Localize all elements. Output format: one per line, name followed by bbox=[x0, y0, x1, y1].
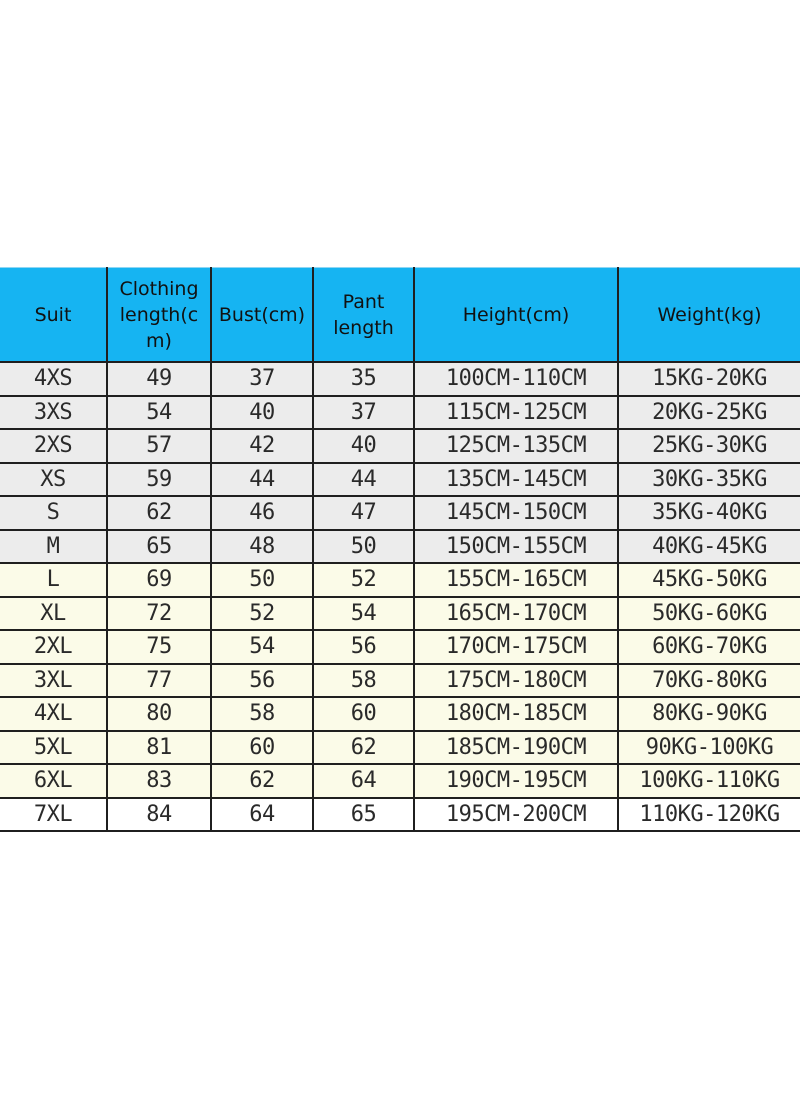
cell-pant-length: 52 bbox=[313, 563, 414, 597]
header-row bbox=[0, 268, 800, 363]
cell-suit-size: XS bbox=[0, 463, 107, 497]
cell-bust: 62 bbox=[211, 764, 313, 798]
cell-bust: 54 bbox=[211, 630, 313, 664]
table-row bbox=[0, 362, 800, 396]
cell-weight-range: 70KG-80KG bbox=[618, 664, 800, 698]
cell-suit-size: 3XL bbox=[0, 664, 107, 698]
cell-height-range: 115CM-125CM bbox=[414, 396, 618, 430]
cell-suit-size: 3XS bbox=[0, 396, 107, 430]
cell-suit-size: L bbox=[0, 563, 107, 597]
header-clothing-length bbox=[107, 268, 211, 363]
cell-height-range: 195CM-200CM bbox=[414, 798, 618, 832]
table-row bbox=[0, 396, 800, 430]
cell-weight-range: 100KG-110KG bbox=[618, 764, 800, 798]
cell-clothing-length: 62 bbox=[107, 496, 211, 530]
cell-clothing-length: 65 bbox=[107, 530, 211, 564]
cell-pant-length: 56 bbox=[313, 630, 414, 664]
cell-bust: 40 bbox=[211, 396, 313, 430]
header-line: Suit bbox=[34, 303, 72, 326]
cell-height-range: 155CM-165CM bbox=[414, 563, 618, 597]
cell-bust: 50 bbox=[211, 563, 313, 597]
table-row bbox=[0, 563, 800, 597]
header-line: m) bbox=[146, 329, 172, 352]
cell-weight-range: 90KG-100KG bbox=[618, 731, 800, 765]
cell-pant-length: 47 bbox=[313, 496, 414, 530]
header-line: Pant bbox=[342, 290, 385, 313]
cell-suit-size: 6XL bbox=[0, 764, 107, 798]
cell-pant-length: 60 bbox=[313, 697, 414, 731]
cell-weight-range: 60KG-70KG bbox=[618, 630, 800, 664]
cell-weight-range: 20KG-25KG bbox=[618, 396, 800, 430]
cell-suit-size: 4XS bbox=[0, 362, 107, 396]
cell-pant-length: 65 bbox=[313, 798, 414, 832]
cell-suit-size: 4XL bbox=[0, 697, 107, 731]
cell-pant-length: 64 bbox=[313, 764, 414, 798]
header-line: length(c bbox=[119, 303, 199, 326]
cell-weight-range: 30KG-35KG bbox=[618, 463, 800, 497]
cell-height-range: 180CM-185CM bbox=[414, 697, 618, 731]
cell-suit-size: 5XL bbox=[0, 731, 107, 765]
table-row bbox=[0, 463, 800, 497]
cell-suit-size: S bbox=[0, 496, 107, 530]
cell-bust: 48 bbox=[211, 530, 313, 564]
header-line: Clothing bbox=[119, 277, 199, 300]
cell-bust: 58 bbox=[211, 697, 313, 731]
table-row bbox=[0, 664, 800, 698]
header-height bbox=[414, 268, 618, 363]
cell-clothing-length: 57 bbox=[107, 429, 211, 463]
cell-height-range: 175CM-180CM bbox=[414, 664, 618, 698]
header-weight bbox=[618, 268, 800, 363]
table-row bbox=[0, 530, 800, 564]
header-line: length bbox=[333, 316, 394, 339]
header-line: Weight(kg) bbox=[657, 303, 762, 326]
table-row bbox=[0, 697, 800, 731]
table-row bbox=[0, 731, 800, 765]
cell-pant-length: 54 bbox=[313, 597, 414, 631]
cell-height-range: 100CM-110CM bbox=[414, 362, 618, 396]
cell-bust: 60 bbox=[211, 731, 313, 765]
cell-weight-range: 110KG-120KG bbox=[618, 798, 800, 832]
cell-bust: 64 bbox=[211, 798, 313, 832]
cell-height-range: 170CM-175CM bbox=[414, 630, 618, 664]
cell-weight-range: 25KG-30KG bbox=[618, 429, 800, 463]
cell-bust: 42 bbox=[211, 429, 313, 463]
cell-weight-range: 80KG-90KG bbox=[618, 697, 800, 731]
cell-suit-size: 7XL bbox=[0, 798, 107, 832]
cell-height-range: 185CM-190CM bbox=[414, 731, 618, 765]
size-chart-body bbox=[0, 362, 800, 831]
cell-height-range: 190CM-195CM bbox=[414, 764, 618, 798]
table-row bbox=[0, 597, 800, 631]
table-row bbox=[0, 798, 800, 832]
table-row bbox=[0, 496, 800, 530]
cell-clothing-length: 80 bbox=[107, 697, 211, 731]
cell-clothing-length: 77 bbox=[107, 664, 211, 698]
cell-clothing-length: 59 bbox=[107, 463, 211, 497]
cell-weight-range: 45KG-50KG bbox=[618, 563, 800, 597]
table-row bbox=[0, 764, 800, 798]
cell-clothing-length: 49 bbox=[107, 362, 211, 396]
cell-bust: 44 bbox=[211, 463, 313, 497]
header-line: Bust(cm) bbox=[218, 303, 306, 326]
cell-pant-length: 62 bbox=[313, 731, 414, 765]
cell-weight-range: 35KG-40KG bbox=[618, 496, 800, 530]
cell-pant-length: 58 bbox=[313, 664, 414, 698]
cell-suit-size: 2XL bbox=[0, 630, 107, 664]
cell-bust: 56 bbox=[211, 664, 313, 698]
cell-pant-length: 40 bbox=[313, 429, 414, 463]
cell-suit-size: XL bbox=[0, 597, 107, 631]
cell-clothing-length: 69 bbox=[107, 563, 211, 597]
cell-height-range: 135CM-145CM bbox=[414, 463, 618, 497]
header-suit bbox=[0, 268, 107, 363]
cell-pant-length: 50 bbox=[313, 530, 414, 564]
cell-pant-length: 37 bbox=[313, 396, 414, 430]
size-chart-table bbox=[0, 267, 800, 832]
cell-pant-length: 35 bbox=[313, 362, 414, 396]
header-bust bbox=[211, 268, 313, 363]
cell-height-range: 145CM-150CM bbox=[414, 496, 618, 530]
cell-clothing-length: 81 bbox=[107, 731, 211, 765]
cell-clothing-length: 83 bbox=[107, 764, 211, 798]
table-row bbox=[0, 630, 800, 664]
cell-weight-range: 40KG-45KG bbox=[618, 530, 800, 564]
cell-bust: 46 bbox=[211, 496, 313, 530]
cell-weight-range: 50KG-60KG bbox=[618, 597, 800, 631]
cell-clothing-length: 75 bbox=[107, 630, 211, 664]
header-pant-length bbox=[313, 268, 414, 363]
header-line: Height(cm) bbox=[462, 303, 570, 326]
table-row bbox=[0, 429, 800, 463]
cell-clothing-length: 72 bbox=[107, 597, 211, 631]
cell-height-range: 150CM-155CM bbox=[414, 530, 618, 564]
cell-bust: 52 bbox=[211, 597, 313, 631]
cell-suit-size: M bbox=[0, 530, 107, 564]
cell-height-range: 165CM-170CM bbox=[414, 597, 618, 631]
cell-height-range: 125CM-135CM bbox=[414, 429, 618, 463]
cell-pant-length: 44 bbox=[313, 463, 414, 497]
cell-weight-range: 15KG-20KG bbox=[618, 362, 800, 396]
cell-suit-size: 2XS bbox=[0, 429, 107, 463]
size-chart-header bbox=[0, 268, 800, 363]
cell-clothing-length: 54 bbox=[107, 396, 211, 430]
cell-bust: 37 bbox=[211, 362, 313, 396]
cell-clothing-length: 84 bbox=[107, 798, 211, 832]
